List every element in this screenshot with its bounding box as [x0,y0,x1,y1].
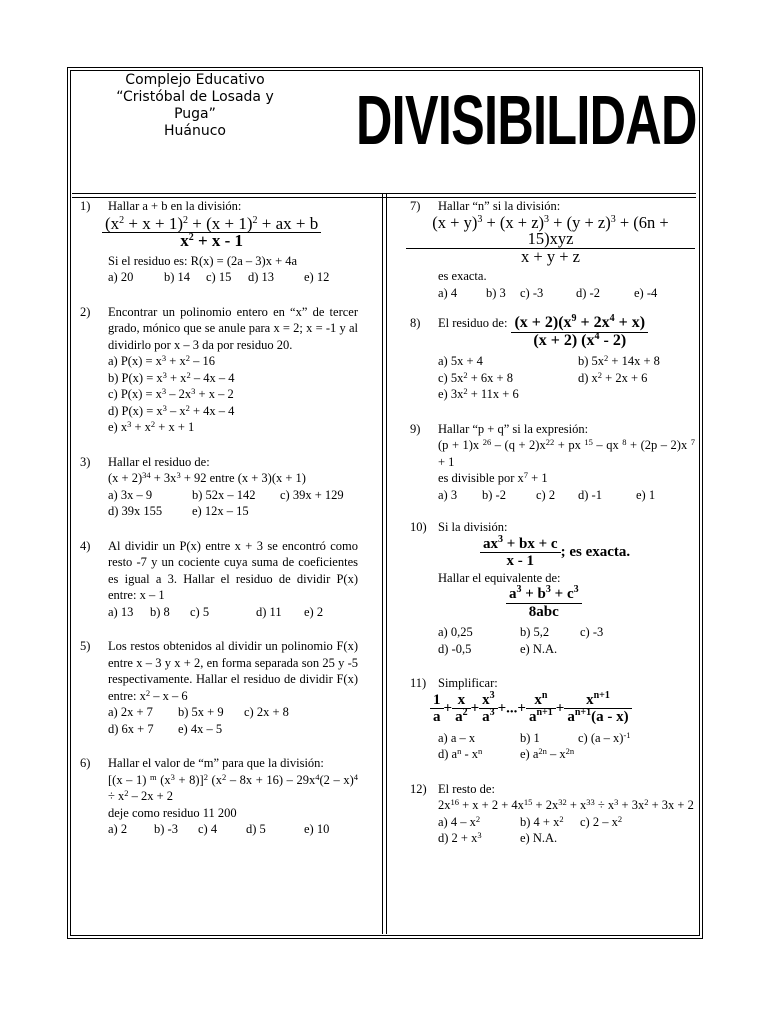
options: a) 4 b) 3 c) -3 d) -2 e) -4 [438,285,658,300]
division-fraction: $\frac{(x + y)^3 + (x + z)^3 + (y + z)^3 + (6n + 15)xyz}{x + y + z}$ [406,215,695,266]
division-fraction: $\frac{ax^3 + bx + c}{x - 1}$ [480,536,561,570]
options: a) 0,25 b) 5,2 c) -3 d) -0,5 e) N.A. [438,625,604,656]
school-name: Complejo Educativo “Cristóbal de Losada y Puga” Huánuco [116,72,274,139]
options: a) a – x b) 1 c) (a – x)$^{-1}$ d) $a^n - x^n$ e) $a^{2n} - x^{2n}$ [438,729,631,761]
series-expression: $\frac{1}{a}$ + $\frac{x}{a^2}$ + $\frac{x^3}{a^3}$ +...+ $\frac{x^n}{a^{n+1}}$ + $\frac{x^{n+1}}{a^{n+1}(a - x)}$ [430,692,695,726]
options: a) 5x + 4 b) $5x^2 + 14x + 8$ c) $5x^2 + 6x + 8$ d) $x^2 + 2x + 6$ e) $3x^2 + 11x + 6$ [438,353,660,401]
division-fraction: $\frac{(x^2 + x + 1)^2 + (x + 1)^2 + ax + b}{x^2 + x - 1}$ [102,216,321,250]
options: a) 13 b) 8 c) 5 d) 11 e) 2 [108,604,324,619]
options: a) 2 b) -3 c) 4 d) 5 e) 10 [108,822,330,836]
options: a) 20 b) 14 c) 15 d) 13 e) 12 [108,270,330,284]
problem-5: 5) Los restos obtenidos al dividir un polinomio F(x) entre x – 3 y x + 2, en forma separada son 25 y -5 respectivamente. Hallar el residuo de dividir F(x) entre: $x^2$ – x – 6 a) 2x + 7 b) 5x + 9 c) 2x + 8 d) 6x + 7 e) 4x – 5 [80,639,358,736]
problem-3: 3) Hallar el residuo de: $(x + 2)^{34} + 3x^3 + 92$ entre (x + 3)(x + 1) a) 3x – 9 b) 52x – 142 c) 39x + 129 d) 39x 155 e) 12x – 15 [80,454,358,520]
right-column [410,198,695,847]
problem-4: 4) Al dividir un P(x) entre x + 3 se encontró como resto -7 y un cociente cuya suma de coeficientes es igual a 3. Hallar el residuo de dividir P(x) entre: x – 1 a) 13 b) 8 c) 5 d) 11 e) 2 [80,538,358,619]
problem-2: 2) Encontrar un polinomio entero en “x” de tercer grado, mónico que se anule para x = 2; x = -1 y al dividirlo por x – 3 da por residuo 20. a) $P(x) = x^3 + x^2 - 16$ b) $P(x) = x^3 + x^2 - 4x - 4$ c) $P(x) = x^3 - 2x^3 + x - 2$ d) $P(x) = x^3 - x^2 + 4x - 4$ e) $x^3 + x^2 + x + 1$ [80,304,358,434]
problem-11: 11) Simplificar: $\frac{1}{a}$ + $\frac{x}{a^2}$ + $\frac{x^3}{a^3}$ +...+ $\frac{x^n}{a^{n+1}}$ + $\frac{x^{n+1}}{a^{n+1}(a - x)}$ a) a – x b) 1 c) (a – x)$^{-1}$ d) $a^n - x^n$ e) $a^{2n} - x^{2n}$ [410,675,695,763]
problem-12: 12) El resto de: $2x^{16} + x + 2 + 4x^{15} + 2x^{32} + x^{33} \div x^3 + 3x^2 + 3x + 2$ a) $4 - x^2$ b) $4 + x^2$ c) $2 - x^2$ d) $2 + x^3$ e) N.A. [410,781,694,845]
problem-8: 8) El residuo de: $\frac{(x + 2)(x^9 + 2x^4 + x)}{(x + 2) (x^4 - 2)}$ a) 5x + 4 b) $5x^2 + 14x + 8$ c) $5x^2 + 6x + 8$ d) $x^2 + 2x + 6$ e) $3x^2 + 11x + 6$ [410,315,695,403]
options: a) 2x + 7 b) 5x + 9 c) 2x + 8 d) 6x + 7 e) 4x – 5 [108,705,289,736]
problem-1: 1) Hallar a + b en la división: $\frac{(x^2 + x + 1)^2 + (x + 1)^2 + ax + b}{x^2 + x - 1}$ Si el residuo es: R(x) = (2a – 3)x + 4a a) 20 b) 14 c) 15 d) 13 e) 12 [80,198,358,286]
options: a) 3x – 9 b) 52x – 142 c) 39x + 129 d) 39x 155 e) 12x – 15 [108,487,344,518]
column-divider [382,193,387,934]
options: a) $4 - x^2$ b) $4 + x^2$ c) $2 - x^2$ d) $2 + x^3$ e) N.A. [438,813,623,845]
problem-9: 9) Hallar “p + q” si la expresión: (p + 1)x $^{26} - (q + 2)x^{22}$ + px $^{15}$ – qx $^8$ + (2p – 2)x $^7$ + 1 es divisible por $x^7 + 1$ a) 3 b) -2 c) 2 d) -1 e) 1 [410,421,695,502]
left-column [80,198,358,838]
problem-7: 7) Hallar “n” si la división: $\frac{(x + y)^3 + (x + z)^3 + (y + z)^3 + (6n + 15)xyz}{x + y + z}$ es exacta. a) 4 b) 3 c) -3 d) -2 e) -4 [410,198,695,301]
problem-10: 10) Si la división: $\frac{ax^3 + bx + c}{x - 1}$ ; es exacta. Hallar el equivalente de: $\frac{a^3 + b^3 + c^3}{\text{8abc}}$ a) 0,25 b) 5,2 c) -3 d) -0,5 e) N.A. [410,519,695,657]
options: a) $P(x) = x^3 + x^2 - 16$ b) $P(x) = x^3 + x^2 - 4x - 4$ c) $P(x) = x^3 - 2x^3 + x - 2$ d) $P(x) = x^3 - x^2 + 4x - 4$ e) $x^3 + x^2 + x + 1$ [108,353,235,434]
page-title: DIVISIBILIDAD [356,81,697,159]
options: a) 3 b) -2 c) 2 d) -1 e) 1 [438,487,656,502]
problem-6: 6) Hallar el valor de “m” para que la división: [(x – 1) $^m$ $(x^3 + 8)]^2$ $(x^2 - 8x + 16) - 29x^4(2 - x)^4 \div x^2 - 2x + 2$ deje como residuo 11 200 a) 2 b) -3 c) 4 d) 5 e) 10 [80,756,359,836]
equivalent-fraction: $\frac{a^3 + b^3 + c^3}{\text{8abc}}$ [506,586,582,620]
division-fraction: $\frac{(x + 2)(x^9 + 2x^4 + x)}{(x + 2) (x^4 - 2)}$ [511,315,648,349]
